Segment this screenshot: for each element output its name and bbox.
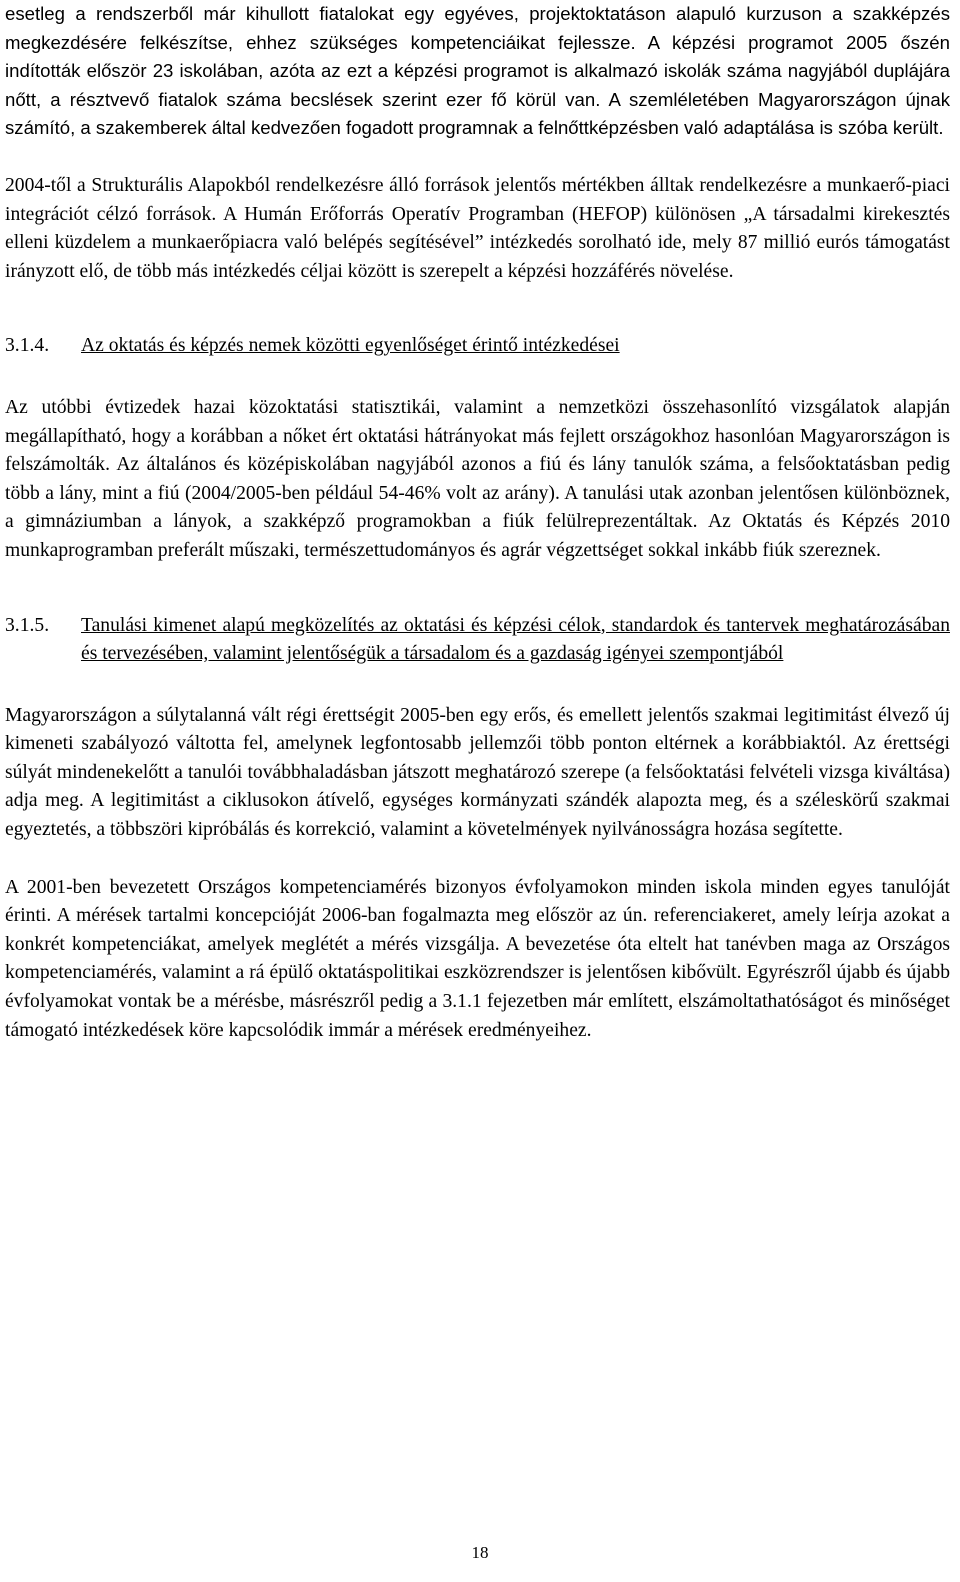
document-page xyxy=(5,0,950,1045)
paragraph-structural-funds: 2004-től a Strukturális Alapokból rendelkezésre álló források jelentős mértékben álltak rendelkezésre a munkaerő-piaci integrációt célzó források. A Humán Erőforrás Operatív Programban (HEFOP) különösen „A társadalmi kirekesztés elleni küzdelem a munkaerőpiacra való belépés segítésével” intézkedés sorolható ide, mely 87 millió eurós támogatást irányzott elő, de több más intézkedés céljai között is szerepelt a képzési hozzáférés növelése. xyxy=(5,174,950,282)
paragraph-matura-exam: Magyarországon a súlytalanná vált régi érettségit 2005-ben egy erős, és emellett jelentős szakmai legitimitást élvező új kimeneti szabályozó váltotta fel, amelynek legfontosabb jellemzői több ponton eltérnek a korábbiaktól. Az érettségi súlyát mindenekelőtt a tanulói továbbhaladásban játszott meghatározó szerepe (a felsőoktatási felvételi vizsga kiváltása) adja meg. A legitimitást a ciklusokon átívelő, egységes kormányzati szándék alapozta meg, és a széleskörű szakmai egyeztetés, a többszöri kipróbálás és korrekció, valamint a követelmények nyilvánosságra hozása segítette. xyxy=(5,704,950,841)
section-heading-3-1-4 xyxy=(5,332,950,361)
spacer xyxy=(5,361,950,394)
section-heading-3-1-5 xyxy=(5,612,950,669)
paragraph-gender-equality: Az utóbbi évtizedek hazai közoktatási statisztikái, valamint a nemzetközi összehasonlító vizsgálatok alapján megállapítható, hogy a korábban a nőket ért oktatási hátrányokat más fejlett országokhoz hasonlóan Magyarországon is felszámolták. Az általános és középiskolában nagyjából azonos a fiú és lány tanulók száma, a felsőoktatásban pedig több a lány, mint a fiú (2004/2005-ben például 54-46% volt az arány). A tanulási utak azonban jelentősen különböznek, a gimnáziumban a lányok, a szakképző programokban a fiúk felülreprezentáltak. Az Oktatás és Képzés 2010 munkaprogramban preferált műszaki, természettudományos és agrár végzettséget sokkal inkább fiúk szereznek. xyxy=(5,396,950,561)
spacer xyxy=(5,845,950,874)
section-title: Tanulási kimenet alapú megközelítés az oktatási és képzési célok, standardok és tantervek meghatározásában és tervezésében, valamint jelentőségük a társadalom és a gazdaság igényei szempontjából xyxy=(81,614,950,665)
section-title: Az oktatás és képzés nemek közötti egyenlőséget érintő intézkedései xyxy=(81,335,620,357)
section-number: 3.1.5. xyxy=(5,614,50,636)
paragraph-competence-assessment: A 2001-ben bevezetett Országos kompetenciamérés bizonyos évfolyamokon minden iskola minden egyes tanulóját érinti. A mérések tartalmi koncepcióját 2006-ban fogalmazta meg először az ún. referenciakeret, amely leírja azokat a konkrét kompetenciákat, amelyek meglétét a mérés vizsgálja. A bevezetése óta eltelt hat tanévben maga az Országos kompetenciamérés, valamint a rá épülő oktatáspolitikai eszközrendszer is jelentősen kibővült. Egyrészről újabb és újabb évfolyamokat vontak be a mérésbe, másrészről pedig a 3.1.1 fejezetben már említett, elszámoltathatóságot és minőséget támogató intézkedések köre kapcsolódik immár a mérések eredményeihez. xyxy=(5,876,950,1041)
spacer xyxy=(5,286,950,332)
spacer xyxy=(5,566,950,612)
page-number: 18 xyxy=(471,1543,489,1562)
spacer xyxy=(5,143,950,172)
spacer xyxy=(5,669,950,702)
section-number: 3.1.4. xyxy=(5,335,50,357)
paragraph-juniorhigh-program: esetleg a rendszerből már kihullott fiatalokat egy egyéves, projektoktatáson alapuló kurzuson a szakképzés megkezdésére felkészítse, ehhez szükséges kompetenciáikat fejlessze. A képzési programot 2005 őszén indították először 23 iskolában, azóta az ezt a képzési programot is alkalmazó iskolák száma nagyjából duplájára nőtt, a résztvevő fiatalok száma becslések szerint ezer fő körül van. A szemléletében Magyarországon újnak számító, a szakemberek által kedvezően fogadott programnak a felnőttképzésben való adaptálása is szóba került. xyxy=(5,3,950,139)
